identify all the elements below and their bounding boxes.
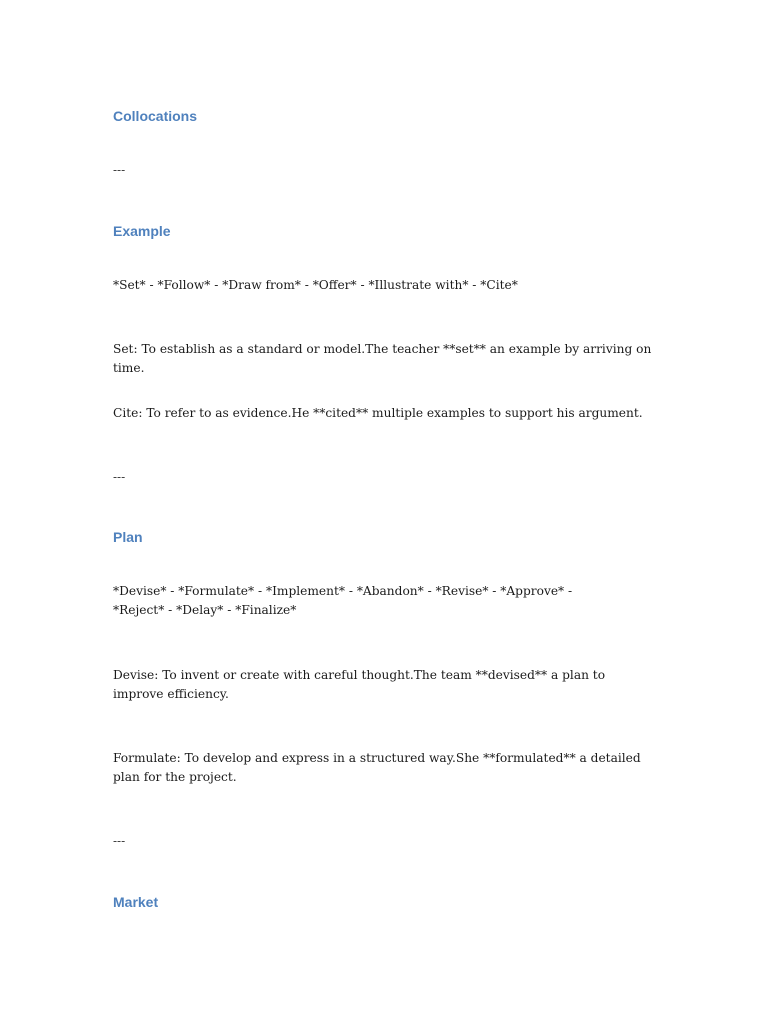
- definition-set: Set: To establish as a standard or model.The teacher **set** an example by arriving on time.: [113, 342, 652, 375]
- heading-plan: Plan: [113, 529, 143, 545]
- heading-collocations: Collocations: [113, 108, 198, 124]
- plan-word-list: *Devise* - *Formulate* - *Implement* - *Abandon* - *Revise* - *Approve* - *Reject* - *Delay* - *Finalize*: [113, 584, 573, 617]
- example-word-list: *Set* - *Follow* - *Draw from* - *Offer* - *Illustrate with* - *Cite*: [113, 278, 518, 292]
- heading-market: Market: [113, 894, 159, 910]
- section-divider: ---: [113, 834, 126, 848]
- heading-example: Example: [113, 223, 171, 239]
- definition-cite: Cite: To refer to as evidence.He **cited** multiple examples to support his argument.: [113, 406, 643, 420]
- definition-formulate: Formulate: To develop and express in a structured way.She **formulated** a detailed plan for the project.: [113, 751, 641, 784]
- section-divider: ---: [113, 163, 126, 177]
- definition-devise: Devise: To invent or create with careful thought.The team **devised** a plan to improve efficiency.: [113, 668, 606, 701]
- section-divider: ---: [113, 470, 126, 484]
